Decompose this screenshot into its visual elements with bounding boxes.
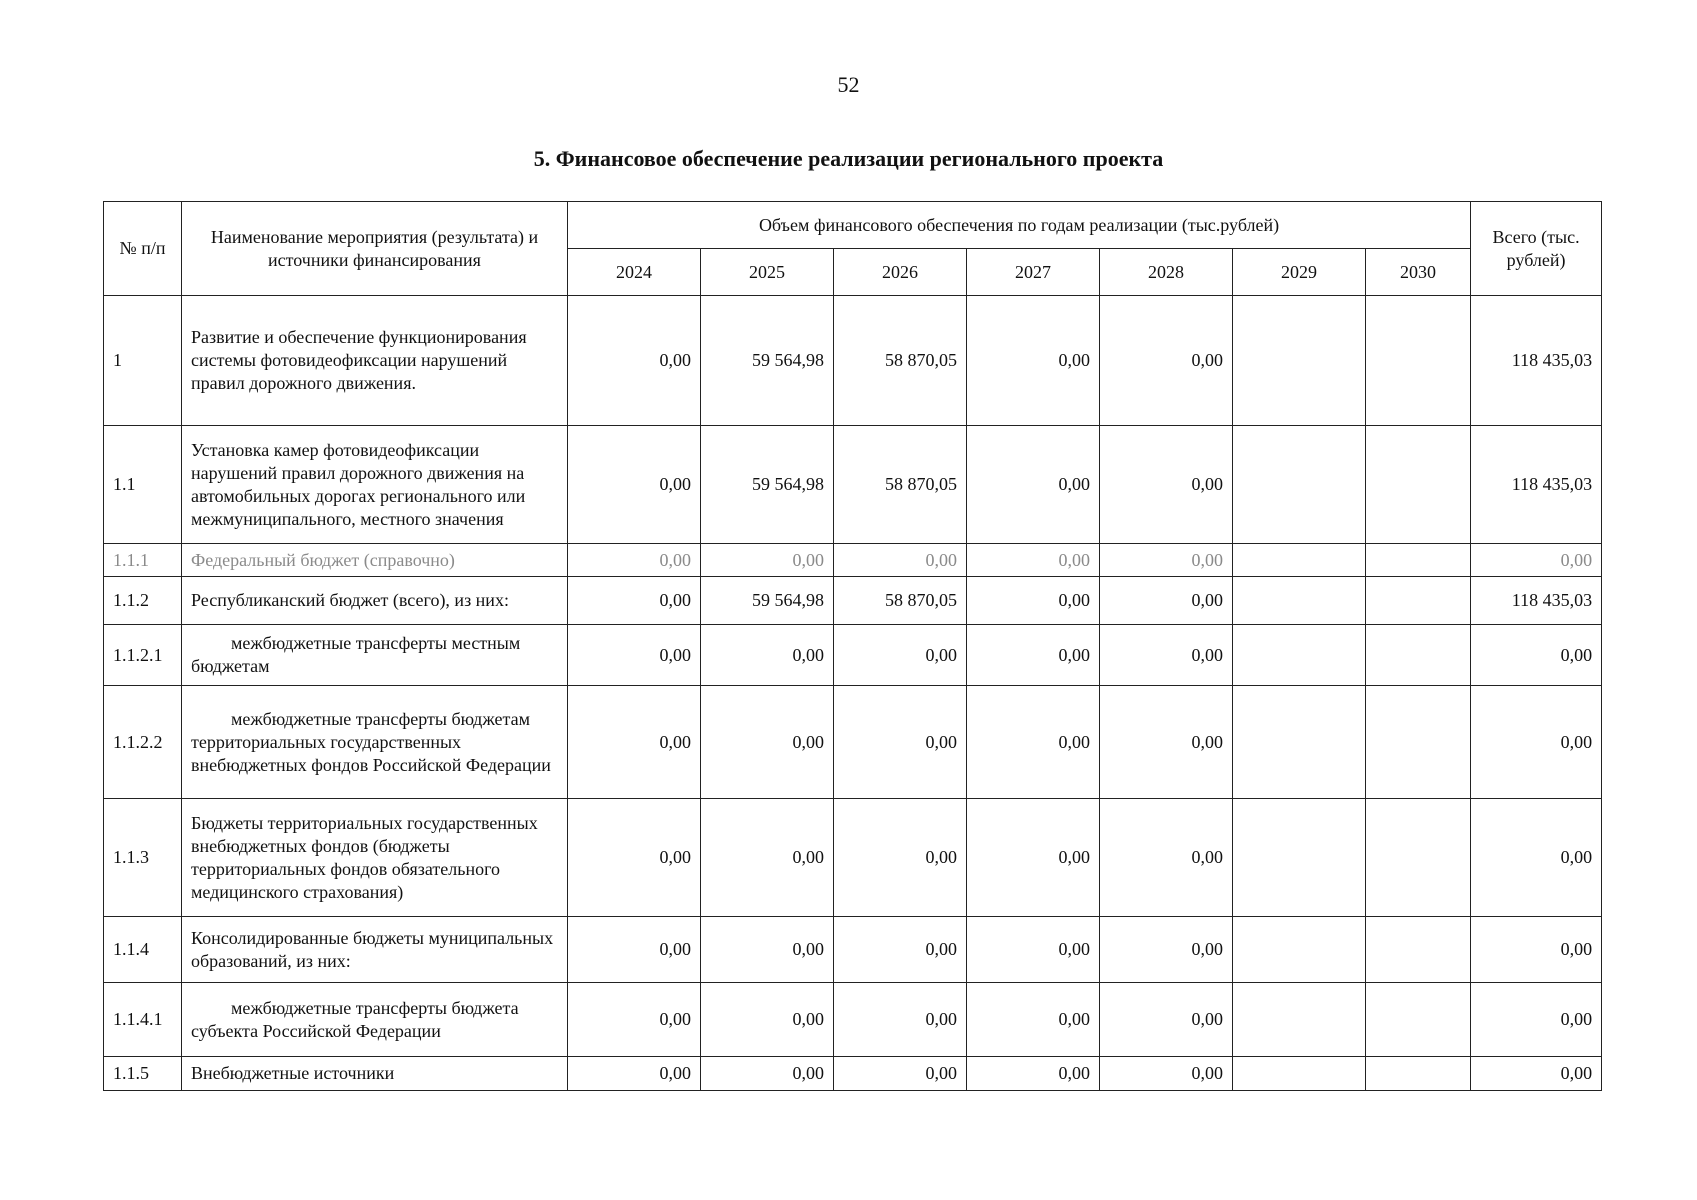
value-cell [1366,799,1471,917]
value-cell: 0,00 [1100,625,1233,686]
value-cell: 0,00 [1100,983,1233,1057]
value-cell: 0,00 [834,983,967,1057]
value-cell [1366,426,1471,544]
value-cell: 0,00 [701,544,834,577]
value-cell: 0,00 [1100,544,1233,577]
value-cell: 0,00 [834,799,967,917]
row-name: Республиканский бюджет (всего), из них: [182,577,568,625]
value-cell: 58 870,05 [834,296,967,426]
value-cell [1366,686,1471,799]
value-cell: 0,00 [834,625,967,686]
value-cell: 0,00 [568,544,701,577]
table-row [104,983,1602,1057]
header-year: 2028 [1100,249,1233,296]
header-year: 2030 [1366,249,1471,296]
table-row [104,686,1602,799]
value-cell: 58 870,05 [834,426,967,544]
financing-table [103,201,1602,1091]
header-year: 2025 [701,249,834,296]
value-cell: 59 564,98 [701,296,834,426]
value-cell: 0,00 [967,625,1100,686]
value-cell: 0,00 [701,917,834,983]
row-number: 1 [104,296,182,426]
total-cell: 0,00 [1471,1057,1602,1091]
value-cell: 0,00 [568,1057,701,1091]
value-cell: 0,00 [967,544,1100,577]
value-cell [1366,917,1471,983]
header-year: 2024 [568,249,701,296]
page-number: 52 [837,72,860,97]
total-cell: 0,00 [1471,799,1602,917]
value-cell: 0,00 [967,1057,1100,1091]
total-cell: 0,00 [1471,544,1602,577]
row-name: межбюджетные трансферты местным бюджетам [182,625,568,686]
row-number: 1.1.2.1 [104,625,182,686]
header-total: Всего (тыс. рублей) [1471,202,1602,296]
total-cell: 0,00 [1471,917,1602,983]
value-cell: 0,00 [834,1057,967,1091]
total-cell: 0,00 [1471,625,1602,686]
row-number: 1.1.5 [104,1057,182,1091]
row-number: 1.1.2.2 [104,686,182,799]
value-cell: 58 870,05 [834,577,967,625]
table-row [104,577,1602,625]
value-cell: 0,00 [967,426,1100,544]
value-cell: 0,00 [568,983,701,1057]
value-cell: 0,00 [1100,799,1233,917]
total-cell: 118 435,03 [1471,577,1602,625]
header-year: 2026 [834,249,967,296]
value-cell [1366,296,1471,426]
value-cell: 0,00 [701,1057,834,1091]
total-cell: 0,00 [1471,686,1602,799]
value-cell [1233,426,1366,544]
value-cell [1233,917,1366,983]
value-cell [1233,799,1366,917]
value-cell [1366,983,1471,1057]
value-cell: 59 564,98 [701,426,834,544]
row-name: Консолидированные бюджеты муниципальных образований, из них: [182,917,568,983]
value-cell [1233,1057,1366,1091]
value-cell: 0,00 [967,799,1100,917]
row-number: 1.1.2 [104,577,182,625]
value-cell [1366,625,1471,686]
value-cell [1233,686,1366,799]
row-number: 1.1 [104,426,182,544]
section-title: 5. Финансовое обеспечение реализации регионального проекта [533,146,1164,171]
row-name: межбюджетные трансферты бюджета субъекта Российской Федерации [182,983,568,1057]
value-cell: 0,00 [701,625,834,686]
value-cell: 0,00 [568,625,701,686]
row-number: 1.1.4 [104,917,182,983]
value-cell: 0,00 [701,983,834,1057]
value-cell: 0,00 [1100,296,1233,426]
row-name: Развитие и обеспечение функционирования системы фотовидеофиксации нарушений правил дорожного движения. [182,296,568,426]
total-cell: 118 435,03 [1471,426,1602,544]
value-cell: 0,00 [967,577,1100,625]
total-cell: 0,00 [1471,983,1602,1057]
value-cell: 0,00 [967,983,1100,1057]
value-cell [1233,625,1366,686]
table-row [104,625,1602,686]
value-cell [1233,577,1366,625]
total-cell: 118 435,03 [1471,296,1602,426]
value-cell [1233,296,1366,426]
header-year: 2029 [1233,249,1366,296]
value-cell [1233,983,1366,1057]
value-cell [1233,544,1366,577]
table-row [104,799,1602,917]
row-name: Установка камер фотовидеофиксации нарушений правил дорожного движения на автомобильных дорогах регионального или межмуниципального, местного значения [182,426,568,544]
table-row [104,296,1602,426]
row-number: 1.1.4.1 [104,983,182,1057]
value-cell: 0,00 [568,686,701,799]
value-cell [1366,544,1471,577]
table-row [104,544,1602,577]
header-funding-group: Объем финансового обеспечения по годам реализации (тыс.рублей) [568,202,1471,249]
value-cell: 0,00 [1100,917,1233,983]
value-cell: 0,00 [568,917,701,983]
value-cell: 59 564,98 [701,577,834,625]
value-cell: 0,00 [967,686,1100,799]
value-cell: 0,00 [1100,426,1233,544]
value-cell: 0,00 [701,686,834,799]
value-cell: 0,00 [568,577,701,625]
header-year: 2027 [967,249,1100,296]
value-cell: 0,00 [568,799,701,917]
value-cell: 0,00 [568,296,701,426]
header-num: № п/п [104,202,182,296]
table-row [104,1057,1602,1091]
header-name: Наименование мероприятия (результата) и источники финансирования [182,202,568,296]
row-name: Бюджеты территориальных государственных внебюджетных фондов (бюджеты территориальных фондов обязательного медицинского страхования) [182,799,568,917]
value-cell: 0,00 [967,296,1100,426]
value-cell: 0,00 [701,799,834,917]
value-cell: 0,00 [834,686,967,799]
value-cell: 0,00 [1100,686,1233,799]
row-name: Внебюджетные источники [182,1057,568,1091]
table-row [104,917,1602,983]
value-cell: 0,00 [967,917,1100,983]
row-name: межбюджетные трансферты бюджетам территориальных государственных внебюджетных фондов Российской Федерации [182,686,568,799]
table-row [104,426,1602,544]
value-cell: 0,00 [1100,1057,1233,1091]
value-cell: 0,00 [834,544,967,577]
row-number: 1.1.1 [104,544,182,577]
value-cell: 0,00 [568,426,701,544]
row-name: Федеральный бюджет (справочно) [182,544,568,577]
value-cell [1366,1057,1471,1091]
value-cell: 0,00 [834,917,967,983]
value-cell [1366,577,1471,625]
value-cell: 0,00 [1100,577,1233,625]
row-number: 1.1.3 [104,799,182,917]
